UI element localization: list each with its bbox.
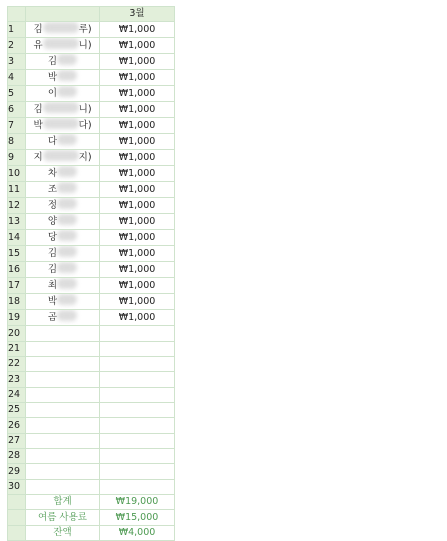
- table-row: [8, 230, 175, 246]
- row-number[interactable]: 13: [8, 214, 26, 230]
- table-row: [8, 102, 175, 118]
- amount-cell[interactable]: [100, 341, 175, 356]
- member-name-cell[interactable]: [26, 387, 100, 402]
- redacted-name-blur: [57, 294, 77, 304]
- table-row: [8, 246, 175, 262]
- rows-body: [8, 22, 175, 495]
- amount-cell[interactable]: ₩1,000: [100, 278, 175, 294]
- redacted-name-blur: [43, 118, 79, 128]
- row-number[interactable]: 17: [8, 278, 26, 294]
- member-name-cell[interactable]: [26, 310, 100, 326]
- amount-cell[interactable]: [100, 449, 175, 464]
- redacted-name-blur: [57, 198, 77, 208]
- member-name: [48, 72, 77, 83]
- redacted-name-blur: [57, 70, 77, 80]
- amount-cell[interactable]: ₩1,000: [100, 102, 175, 118]
- member-name: [48, 168, 77, 179]
- redacted-name-blur: [57, 134, 77, 144]
- amount-cell[interactable]: ₩1,000: [100, 230, 175, 246]
- summary-label[interactable]: 여름 사용료: [26, 510, 100, 525]
- member-name-initial: 당: [47, 232, 58, 244]
- redacted-name-blur: [57, 214, 77, 224]
- member-name: [48, 216, 77, 227]
- member-name-cell[interactable]: [26, 38, 100, 54]
- redacted-name-blur: [57, 262, 77, 272]
- amount-cell[interactable]: ₩1,000: [100, 294, 175, 310]
- amount-cell[interactable]: ₩1,000: [100, 214, 175, 230]
- member-name-initial: 김: [47, 56, 58, 68]
- row-number[interactable]: 19: [8, 310, 26, 326]
- summary-row: [8, 525, 175, 540]
- member-name: [33, 24, 91, 35]
- member-name: [48, 296, 77, 307]
- member-name: [33, 104, 91, 115]
- amount-cell[interactable]: ₩1,000: [100, 54, 175, 70]
- redacted-name-blur: [57, 230, 77, 240]
- row-number[interactable]: 3: [8, 54, 26, 70]
- row-number[interactable]: 29: [8, 464, 26, 479]
- amount-cell[interactable]: [100, 433, 175, 448]
- row-number[interactable]: 10: [8, 166, 26, 182]
- header-row: [8, 7, 175, 22]
- member-name-initial: 박: [33, 120, 43, 132]
- row-number[interactable]: 14: [8, 230, 26, 246]
- member-name: [48, 232, 77, 243]
- member-name-cell[interactable]: [26, 262, 100, 278]
- amount-cell[interactable]: [100, 372, 175, 387]
- member-name-initial: 박: [47, 296, 58, 308]
- row-number[interactable]: 23: [8, 372, 26, 387]
- member-name-initial: 지: [33, 152, 43, 164]
- member-name-cell[interactable]: [26, 464, 100, 479]
- member-name-cell[interactable]: [26, 479, 100, 494]
- summary-row: [8, 495, 175, 510]
- amount-cell[interactable]: [100, 479, 175, 494]
- table-row: [8, 341, 175, 356]
- summary-amount[interactable]: ₩4,000: [100, 525, 175, 540]
- redacted-name-blur: [57, 246, 77, 256]
- dues-table: [7, 6, 175, 541]
- table-row: [8, 294, 175, 310]
- amount-cell[interactable]: ₩1,000: [100, 182, 175, 198]
- amount-cell[interactable]: [100, 464, 175, 479]
- member-name-cell[interactable]: [26, 150, 100, 166]
- member-name-cell[interactable]: [26, 341, 100, 356]
- member-name-initial: 다: [47, 136, 58, 148]
- redacted-name-blur: [57, 278, 77, 288]
- member-name-cell[interactable]: [26, 134, 100, 150]
- row-number[interactable]: 18: [8, 294, 26, 310]
- member-name-cell[interactable]: [26, 86, 100, 102]
- row-number[interactable]: 6: [8, 102, 26, 118]
- amount-cell[interactable]: [100, 403, 175, 418]
- row-number[interactable]: 9: [8, 150, 26, 166]
- member-name-cell[interactable]: [26, 372, 100, 387]
- member-name-cell[interactable]: [26, 278, 100, 294]
- member-name: [48, 312, 77, 323]
- table-row: [8, 479, 175, 494]
- summary-row-number[interactable]: [8, 525, 26, 540]
- amount-cell[interactable]: [100, 357, 175, 372]
- summary-row-number[interactable]: [8, 510, 26, 525]
- member-name-initial: 곰: [47, 312, 58, 324]
- member-name: [48, 200, 77, 211]
- member-name-suffix: 지): [78, 152, 92, 164]
- member-name-cell[interactable]: [26, 433, 100, 448]
- table-row: [8, 182, 175, 198]
- amount-cell[interactable]: ₩1,000: [100, 310, 175, 326]
- amount-cell[interactable]: ₩1,000: [100, 198, 175, 214]
- row-number[interactable]: 12: [8, 198, 26, 214]
- table-row: [8, 166, 175, 182]
- row-number[interactable]: 5: [8, 86, 26, 102]
- member-name-cell[interactable]: [26, 22, 100, 38]
- summary-row: [8, 510, 175, 525]
- table-row: [8, 403, 175, 418]
- member-name-initial: 조: [47, 184, 58, 196]
- row-number[interactable]: 16: [8, 262, 26, 278]
- member-name-cell[interactable]: [26, 118, 100, 134]
- member-name: [48, 184, 77, 195]
- row-number[interactable]: 20: [8, 326, 26, 341]
- member-name-initial: 유: [33, 40, 43, 52]
- amount-cell[interactable]: [100, 418, 175, 433]
- member-name-initial: 정: [47, 200, 58, 212]
- redacted-name-blur: [57, 86, 77, 96]
- table-row: [8, 310, 175, 326]
- row-number[interactable]: 21: [8, 341, 26, 356]
- member-name-initial: 김: [33, 24, 43, 36]
- member-name: [48, 264, 77, 275]
- member-name-cell[interactable]: [26, 198, 100, 214]
- table-row: [8, 387, 175, 402]
- member-name-cell[interactable]: [26, 70, 100, 86]
- member-name: [48, 56, 77, 67]
- table-row: [8, 198, 175, 214]
- table-row: [8, 464, 175, 479]
- table-row: [8, 357, 175, 372]
- member-name: [48, 88, 77, 99]
- member-name: [33, 120, 91, 131]
- amount-cell[interactable]: ₩1,000: [100, 246, 175, 262]
- table-row: [8, 86, 175, 102]
- member-name-initial: 양: [47, 216, 58, 228]
- summary-label[interactable]: 합계: [26, 495, 100, 510]
- member-name-cell[interactable]: [26, 357, 100, 372]
- table-row: [8, 118, 175, 134]
- row-number[interactable]: 11: [8, 182, 26, 198]
- member-name-cell[interactable]: [26, 54, 100, 70]
- row-number[interactable]: 7: [8, 118, 26, 134]
- member-name-suffix: 루): [78, 24, 92, 36]
- summary-body: [8, 495, 175, 541]
- table-row: [8, 326, 175, 341]
- member-name-cell[interactable]: [26, 214, 100, 230]
- member-name: [48, 280, 77, 291]
- redacted-name-blur: [43, 22, 79, 32]
- summary-amount[interactable]: ₩19,000: [100, 495, 175, 510]
- member-name-cell[interactable]: [26, 102, 100, 118]
- table-row: [8, 22, 175, 38]
- table-row: [8, 70, 175, 86]
- redacted-name-blur: [57, 310, 77, 320]
- redacted-name-blur: [57, 54, 77, 64]
- table-row: [8, 214, 175, 230]
- member-name: [48, 248, 77, 259]
- member-name-initial: 김: [47, 264, 58, 276]
- table-row: [8, 150, 175, 166]
- summary-label[interactable]: 잔액: [26, 525, 100, 540]
- member-name: [33, 40, 91, 51]
- amount-cell[interactable]: ₩1,000: [100, 262, 175, 278]
- row-number[interactable]: 15: [8, 246, 26, 262]
- member-name-cell[interactable]: [26, 326, 100, 341]
- row-number[interactable]: 8: [8, 134, 26, 150]
- amount-cell[interactable]: ₩1,000: [100, 150, 175, 166]
- redacted-name-blur: [43, 38, 79, 48]
- row-number[interactable]: 22: [8, 357, 26, 372]
- table-row: [8, 372, 175, 387]
- member-name-suffix: 니): [78, 40, 92, 52]
- table-row: [8, 418, 175, 433]
- member-name-suffix: 다): [78, 120, 92, 132]
- table-row: [8, 433, 175, 448]
- member-name-cell[interactable]: [26, 182, 100, 198]
- amount-cell[interactable]: ₩1,000: [100, 166, 175, 182]
- member-name: [33, 152, 91, 163]
- amount-cell[interactable]: ₩1,000: [100, 86, 175, 102]
- member-name-suffix: 니): [78, 104, 92, 116]
- member-name-cell[interactable]: [26, 403, 100, 418]
- member-name-initial: 이: [47, 88, 58, 100]
- header-corner-cell[interactable]: [8, 7, 26, 22]
- table-row: [8, 54, 175, 70]
- table-row: [8, 278, 175, 294]
- member-name-initial: 최: [47, 280, 58, 292]
- row-number[interactable]: 25: [8, 403, 26, 418]
- redacted-name-blur: [43, 150, 79, 160]
- amount-cell[interactable]: ₩1,000: [100, 70, 175, 86]
- row-number[interactable]: 1: [8, 22, 26, 38]
- row-number[interactable]: 27: [8, 433, 26, 448]
- redacted-name-blur: [43, 102, 79, 112]
- member-name-initial: 김: [33, 104, 43, 116]
- member-name-cell[interactable]: [26, 449, 100, 464]
- table-row: [8, 262, 175, 278]
- member-name-initial: 박: [47, 72, 58, 84]
- row-number[interactable]: 24: [8, 387, 26, 402]
- member-name-initial: 김: [47, 248, 58, 260]
- row-number[interactable]: 30: [8, 479, 26, 494]
- amount-cell[interactable]: [100, 326, 175, 341]
- redacted-name-blur: [57, 182, 77, 192]
- row-number[interactable]: 2: [8, 38, 26, 54]
- amount-cell[interactable]: ₩1,000: [100, 38, 175, 54]
- spreadsheet: [7, 6, 175, 541]
- amount-cell[interactable]: ₩1,000: [100, 22, 175, 38]
- table-row: [8, 134, 175, 150]
- amount-cell[interactable]: ₩1,000: [100, 118, 175, 134]
- member-name-cell[interactable]: [26, 418, 100, 433]
- member-name-cell[interactable]: [26, 246, 100, 262]
- row-number[interactable]: 26: [8, 418, 26, 433]
- table-row: [8, 38, 175, 54]
- member-name-initial: 차: [47, 168, 58, 180]
- redacted-name-blur: [57, 166, 77, 176]
- summary-amount[interactable]: ₩15,000: [100, 510, 175, 525]
- member-name: [48, 136, 77, 147]
- amount-cell[interactable]: [100, 387, 175, 402]
- row-number[interactable]: 28: [8, 449, 26, 464]
- header-name-cell[interactable]: [26, 7, 100, 22]
- member-name-cell[interactable]: [26, 230, 100, 246]
- summary-row-number[interactable]: [8, 495, 26, 510]
- row-number[interactable]: 4: [8, 70, 26, 86]
- member-name-cell[interactable]: [26, 166, 100, 182]
- amount-cell[interactable]: ₩1,000: [100, 134, 175, 150]
- table-row: [8, 449, 175, 464]
- header-month-cell[interactable]: 3월: [100, 7, 175, 22]
- member-name-cell[interactable]: [26, 294, 100, 310]
